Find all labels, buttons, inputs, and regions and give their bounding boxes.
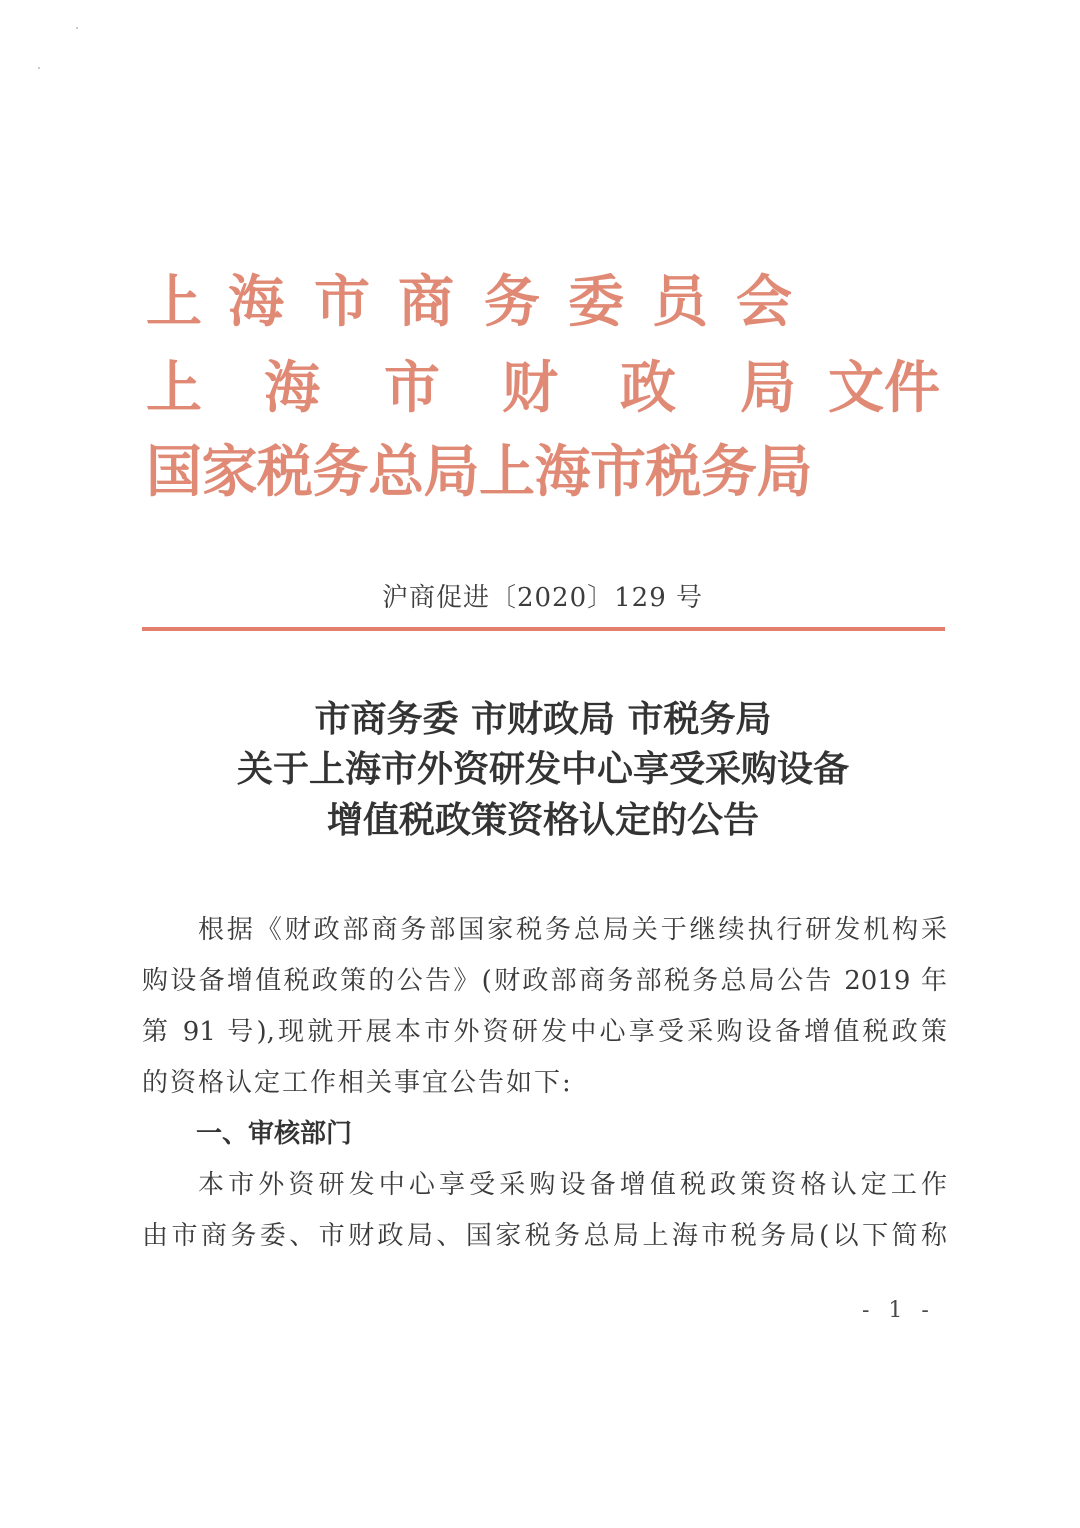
issuer-char: 海	[228, 269, 284, 335]
issuer-char: 会	[736, 269, 792, 335]
issuer-char: 市	[314, 269, 370, 335]
body-paragraph-1-line: 第 91 号),现就开展本市外资研发中心享受采购设备增值税政策	[142, 1017, 947, 1047]
issuer-char: 局	[740, 355, 796, 421]
issuer-char: 市	[384, 355, 440, 421]
issuer-line-finance-bureau	[146, 355, 940, 421]
issuer-char: 委	[568, 269, 624, 335]
body-paragraph-2-line: 本市外资研发中心享受采购设备增值税政策资格认定工作	[198, 1170, 947, 1200]
issuer-line-commerce-commission	[146, 270, 806, 334]
issuer-char-wenjian: 文件	[828, 355, 940, 421]
body-paragraph-2-line: 由市商务委、市财政局、国家税务总局上海市税务局(以下简称	[142, 1221, 947, 1251]
issuer-char: 海	[264, 355, 320, 421]
issuer-char: 财	[502, 355, 558, 421]
page-number: - 1 -	[862, 1298, 935, 1323]
notice-title-line-1: 市商务委 市财政局 市税务局	[314, 698, 772, 740]
body-paragraph-1-line: 购设备增值税政策的公告》(财政部商务部税务总局公告 2019 年	[142, 966, 947, 996]
issuer-char: 上	[146, 355, 202, 421]
section-heading-review-department: 一、审核部门	[196, 1119, 353, 1149]
notice-title-line-3: 增值税政策资格认定的公告	[326, 799, 759, 841]
issuer-char: 务	[484, 269, 540, 335]
issuer-char: 上	[146, 269, 202, 335]
issuer-char: 商	[398, 269, 454, 335]
body-paragraph-1-line: 的资格认定工作相关事宜公告如下:	[142, 1068, 573, 1098]
scan-speck	[38, 67, 40, 69]
issuer-line-tax-bureau: 国家税务总局上海市税务局	[146, 439, 812, 505]
body-paragraph-1-line: 根据《财政部商务部国家税务总局关于继续执行研发机构采	[198, 915, 947, 945]
notice-title-line-2: 关于上海市外资研发中心享受采购设备	[236, 748, 849, 790]
document-number: 沪商促进〔2020〕129 号	[381, 583, 704, 613]
scan-speck	[76, 27, 78, 29]
issuer-char: 员	[652, 269, 708, 335]
issuer-char: 政	[620, 355, 676, 421]
red-separator-line	[142, 627, 945, 631]
